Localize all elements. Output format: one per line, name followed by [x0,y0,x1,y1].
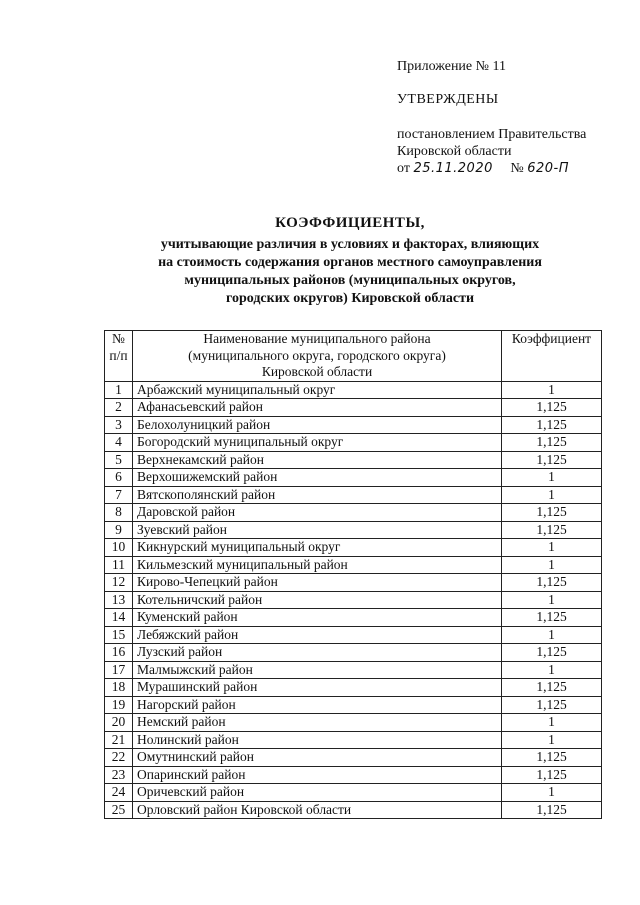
row-number: 17 [105,661,133,679]
row-number: 10 [105,539,133,557]
table-row [105,749,602,767]
row-coefficient: 1 [502,539,602,557]
row-number: 16 [105,644,133,662]
row-coefficient: 1,125 [502,574,602,592]
number-prefix: № [510,161,524,176]
table-row [105,381,602,399]
row-name: Омутнинский район [133,749,502,767]
table-row [105,416,602,434]
table-row [105,486,602,504]
resolution-number: 620-П [527,161,570,176]
row-number: 9 [105,521,133,539]
row-number: 19 [105,696,133,714]
table-row [105,784,602,802]
row-number: 13 [105,591,133,609]
table-row [105,626,602,644]
row-name: Оричевский район [133,784,502,802]
row-name: Малмыжский район [133,661,502,679]
row-name: Кикнурский муниципальный округ [133,539,502,557]
appendix-number: Приложение № 11 [397,59,506,74]
table-row [105,521,602,539]
table-row [105,451,602,469]
row-coefficient: 1 [502,381,602,399]
header-name-line2: (муниципального округа, городского округа) [188,347,446,363]
row-name: Зуевский район [133,521,502,539]
row-number: 12 [105,574,133,592]
row-number: 25 [105,801,133,819]
table-row [105,766,602,784]
row-number: 8 [105,504,133,522]
title-line-2: на стоимость содержания органов местного самоуправления [158,255,542,270]
row-name: Богородский муниципальный округ [133,434,502,452]
row-number: 4 [105,434,133,452]
title-line-3: муниципальных районов (муниципальных округов, [184,273,516,288]
table-row [105,609,602,627]
title-heading: КОЭФФИЦИЕНТЫ, [275,215,425,231]
table-row [105,539,602,557]
header-number [105,331,133,382]
row-name: Нолинский район [133,731,502,749]
header-number-line2: п/п [109,347,128,363]
row-coefficient: 1,125 [502,801,602,819]
row-coefficient: 1 [502,469,602,487]
row-coefficient: 1 [502,731,602,749]
row-coefficient: 1 [502,591,602,609]
row-coefficient: 1 [502,784,602,802]
row-number: 3 [105,416,133,434]
row-name: Мурашинский район [133,679,502,697]
row-coefficient: 1,125 [502,504,602,522]
row-number: 24 [105,784,133,802]
row-coefficient: 1,125 [502,679,602,697]
row-number: 15 [105,626,133,644]
row-name: Вятскополянский район [133,486,502,504]
row-name: Верхнекамский район [133,451,502,469]
header-number-line1: № [112,331,125,346]
row-name: Верхошижемский район [133,469,502,487]
row-coefficient: 1,125 [502,521,602,539]
table-row [105,469,602,487]
row-name: Афанасьевский район [133,399,502,417]
title-line-4: городских округов) Кировской области [225,291,475,306]
row-number: 2 [105,399,133,417]
row-name: Немский район [133,714,502,732]
row-coefficient: 1 [502,714,602,732]
table-row [105,574,602,592]
row-coefficient: 1,125 [502,416,602,434]
approval-block [397,58,586,177]
row-name: Куменский район [133,609,502,627]
row-number: 7 [105,486,133,504]
row-number: 11 [105,556,133,574]
row-coefficient: 1,125 [502,696,602,714]
row-number: 6 [105,469,133,487]
row-name: Орловский район Кировской области [133,801,502,819]
table-row [105,399,602,417]
row-number: 18 [105,679,133,697]
row-name: Белохолуницкий район [133,416,502,434]
header-name-line3: Кировской области [261,364,373,379]
table-row [105,679,602,697]
row-number: 22 [105,749,133,767]
table-row [105,661,602,679]
header-name [133,331,502,382]
row-coefficient: 1,125 [502,451,602,469]
table-row [105,696,602,714]
table-row [105,801,602,819]
table-row [105,731,602,749]
row-coefficient: 1 [502,661,602,679]
table-row [105,556,602,574]
table-body [105,381,602,819]
table-row [105,434,602,452]
row-number: 1 [105,381,133,399]
coefficients-table [104,330,602,819]
approved-by-line1: постановлением Правительства [397,127,587,142]
header-coefficient: Коэффициент [502,331,602,382]
approved-label: УТВЕРЖДЕНЫ [397,92,499,107]
date-prefix: от [397,161,410,176]
row-coefficient: 1,125 [502,766,602,784]
row-name: Нагорский район [133,696,502,714]
row-coefficient: 1,125 [502,749,602,767]
table-row [105,591,602,609]
table-row [105,714,602,732]
row-number: 23 [105,766,133,784]
row-number: 20 [105,714,133,732]
row-coefficient: 1,125 [502,399,602,417]
header-name-line1: Наименование муниципального района [203,331,431,346]
row-number: 14 [105,609,133,627]
document-title [70,215,630,308]
row-number: 5 [105,451,133,469]
row-name: Даровской район [133,504,502,522]
resolution-date-line [397,160,586,177]
row-coefficient: 1 [502,626,602,644]
row-coefficient: 1 [502,556,602,574]
row-name: Арбажский муниципальный округ [133,381,502,399]
row-coefficient: 1,125 [502,644,602,662]
row-name: Кирово-Чепецкий район [133,574,502,592]
table-header-row [105,331,602,382]
row-name: Кильмезский муниципальный район [133,556,502,574]
table-row [105,504,602,522]
table-row [105,644,602,662]
row-coefficient: 1,125 [502,434,602,452]
row-name: Котельничский район [133,591,502,609]
row-coefficient: 1 [502,486,602,504]
title-line-1: учитывающие различия в условиях и факторах, влияющих [160,237,540,252]
row-coefficient: 1,125 [502,609,602,627]
row-name: Опаринский район [133,766,502,784]
row-number: 21 [105,731,133,749]
row-name: Лузский район [133,644,502,662]
row-name: Лебяжский район [133,626,502,644]
approved-by-line2: Кировской области [397,144,512,159]
resolution-date: 25.11.2020 [413,161,493,176]
